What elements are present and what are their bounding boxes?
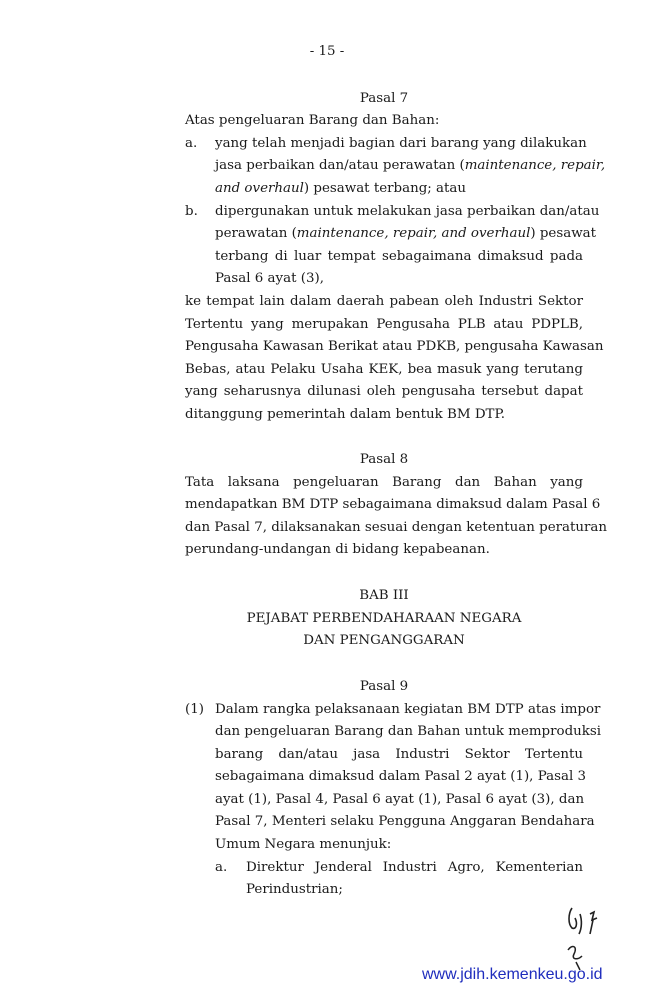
sub-a-line: Perindustrian;: [246, 882, 343, 897]
item-a-marker: a.: [185, 136, 198, 151]
pasal-7-heading: Pasal 7: [359, 91, 409, 106]
pasal-7-closing-line: yang seharusnya dilunasi oleh pengusaha tersebut dapat: [185, 384, 583, 399]
pasal-7-closing-line: ke tempat lain dalam daerah pabean oleh Industri Sektor: [185, 294, 583, 309]
item-b-line-2: perawatan (maintenance, repair, and overhaul) pesawat: [215, 226, 597, 241]
bab-3-heading: BAB III: [359, 588, 409, 603]
item-a-line-3: and overhaul) pesawat terbang; atau: [215, 181, 467, 196]
pasal-7-closing-line: ditanggung pemerintah dalam bentuk BM DTP.: [185, 407, 506, 422]
pasal-8-line: mendapatkan BM DTP sebagaimana dimaksud dalam Pasal 6: [185, 497, 601, 512]
item-b-marker: b.: [185, 204, 198, 219]
footer-url[interactable]: www.jdih.kemenkeu.go.id: [422, 966, 603, 983]
pasal-8-heading: Pasal 8: [359, 452, 409, 467]
pasal-7-closing-line: Bebas, atau Pelaku Usaha KEK, bea masuk yang terutang: [185, 362, 583, 377]
item-a-line-1: yang telah menjadi bagian dari barang yang dilakukan: [215, 136, 587, 151]
ayat-1-line: sebagaimana dimaksud dalam Pasal 2 ayat (1), Pasal 3: [215, 769, 587, 784]
pasal-8-line: dan Pasal 7, dilaksanakan sesuai dengan ketentuan peraturan: [185, 520, 608, 535]
bab-3-title-line-1: PEJABAT PERBENDAHARAAN NEGARA: [246, 611, 522, 626]
ayat-1-line: Pasal 7, Menteri selaku Pengguna Anggaran Bendahara: [215, 814, 595, 829]
bab-3-title-line-2: DAN PENGANGGARAN: [303, 633, 465, 648]
ayat-1-line: Dalam rangka pelaksanaan kegiatan BM DTP atas impor: [215, 702, 601, 717]
ayat-1-line: dan pengeluaran Barang dan Bahan untuk memproduksi: [215, 724, 602, 739]
pasal-7-closing-line: Pengusaha Kawasan Berikat atau PDKB, pengusaha Kawasan: [185, 339, 604, 354]
sub-a-marker: a.: [215, 860, 228, 875]
item-b-line-3: terbang di luar tempat sebagaimana dimaksud pada: [215, 249, 583, 264]
pasal-7-closing-line: Tertentu yang merupakan Pengusaha PLB atau PDPLB,: [185, 317, 583, 332]
ayat-1-line: barang dan/atau jasa Industri Sektor Tertentu: [215, 747, 583, 762]
ayat-1-marker: (1): [185, 702, 204, 717]
pasal-9-heading: Pasal 9: [359, 679, 409, 694]
ayat-1-line: ayat (1), Pasal 4, Pasal 6 ayat (1), Pasal 6 ayat (3), dan: [215, 792, 585, 807]
ayat-1-line: Umum Negara menunjuk:: [215, 837, 392, 852]
pasal-8-line: Tata laksana pengeluaran Barang dan Bahan yang: [185, 475, 583, 490]
item-b-line-1: dipergunakan untuk melakukan jasa perbaikan dan/atau: [215, 204, 600, 219]
sub-a-line: Direktur Jenderal Industri Agro, Kementerian: [246, 860, 583, 875]
pasal-7-intro: Atas pengeluaran Barang dan Bahan:: [185, 113, 440, 128]
item-a-line-2: jasa perbaikan dan/atau perawatan (maintenance, repair,: [215, 158, 606, 173]
page-number: - 15 -: [309, 44, 345, 59]
pasal-8-line: perundang-undangan di bidang kepabeanan.: [185, 542, 490, 557]
item-b-line-4: Pasal 6 ayat (3),: [215, 271, 324, 286]
